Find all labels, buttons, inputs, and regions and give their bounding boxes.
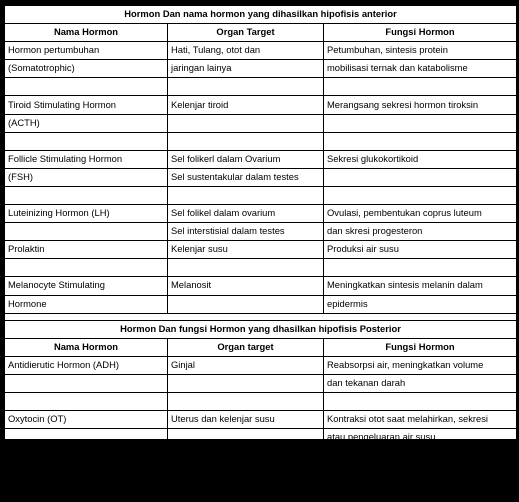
cell-fungsi-hormon[interactable]: Merangsang sekresi hormon tiroksin [324,96,517,114]
cell-fungsi-hormon[interactable]: Ovulasi, pembentukan coprus luteum [324,205,517,223]
table-row [5,277,517,295]
cell-fungsi-hormon[interactable]: epidermis [324,295,517,313]
cell-nama-hormon[interactable] [5,78,168,96]
anterior-section-title[interactable]: Hormon Dan nama hormon yang dihasilkan hipofisis anterior [5,6,517,24]
table-row [5,42,517,60]
table-row [5,205,517,223]
posterior-title-row [5,320,517,338]
cell-organ-target[interactable]: Kelenjar tiroid [168,96,324,114]
cell-organ-target[interactable]: Melanosit [168,277,324,295]
table-row [5,295,517,313]
cell-fungsi-hormon[interactable]: prostat [324,483,517,501]
cell-nama-hormon[interactable] [5,392,168,410]
cell-fungsi-hormon[interactable]: dan skresi progesteron [324,223,517,241]
cell-nama-hormon[interactable]: Follicle Stimulating Hormon [5,150,168,168]
cell-nama-hormon[interactable]: Oxytocin (OT) [5,411,168,429]
cell-organ-target[interactable]: Ginjal [168,356,324,374]
cell-nama-hormon[interactable] [5,223,168,241]
table-row [5,241,517,259]
table-row [5,483,517,501]
spacer-row [5,313,517,320]
column-header-fungsi-hormon[interactable]: Fungsi Hormon [324,338,517,356]
cell-fungsi-hormon[interactable] [324,392,517,410]
table-row [5,60,517,78]
cell-fungsi-hormon[interactable]: Kontraksi otot saat melahirkan, sekresi [324,411,517,429]
table-row [5,356,517,374]
cell-organ-target[interactable]: Kelenjar susu [168,241,324,259]
cell-organ-target[interactable] [168,447,324,465]
cell-nama-hormon[interactable]: Tiroid Stimulating Hormon [5,96,168,114]
cell-fungsi-hormon[interactable]: Meningkatkan sintesis melanin dalam [324,277,517,295]
table-row [5,259,517,277]
cell-organ-target[interactable] [168,132,324,150]
cell-nama-hormon[interactable]: Antidierutic Hormon (ADH) [5,356,168,374]
table-row [5,223,517,241]
cell-fungsi-hormon[interactable]: Sekresi glukokortikoid [324,150,517,168]
cell-organ-target[interactable]: Sel folikel dalam ovarium [168,205,324,223]
cell-nama-hormon[interactable]: Luteinizing Hormon (LH) [5,205,168,223]
anterior-title-row [5,6,517,24]
table-row [5,392,517,410]
cell-organ-target[interactable] [168,259,324,277]
table-row [5,447,517,465]
cell-organ-target[interactable] [168,114,324,132]
table-row [5,150,517,168]
cell-nama-hormon[interactable]: Melanocyte Stimulating [5,277,168,295]
cell-fungsi-hormon[interactable] [324,132,517,150]
table-row [5,96,517,114]
cell-organ-target[interactable] [168,78,324,96]
cell-nama-hormon[interactable] [5,429,168,447]
cell-nama-hormon[interactable] [5,483,168,501]
cell-organ-target[interactable]: jaringan lainya [168,60,324,78]
cell-fungsi-hormon[interactable] [324,78,517,96]
cell-nama-hormon[interactable]: (FSH) [5,168,168,186]
posterior-header-row [5,338,517,356]
cell-nama-hormon[interactable]: Hormon pertumbuhan [5,42,168,60]
table-row [5,411,517,429]
cell-fungsi-hormon[interactable]: atau pengeluaran air susu [324,429,517,447]
cell-nama-hormon[interactable]: (Somatotrophic) [5,60,168,78]
anterior-header-row [5,24,517,42]
table-row [5,114,517,132]
cell-fungsi-hormon[interactable] [324,186,517,204]
table-row [5,78,517,96]
cell-nama-hormon[interactable] [5,186,168,204]
cell-fungsi-hormon[interactable]: mobilisasi ternak dan katabolisme [324,60,517,78]
cell-fungsi-hormon[interactable]: dan tekanan darah [324,374,517,392]
cell-organ-target[interactable]: Duktus deferen dan kelenjar [168,465,324,483]
cell-organ-target[interactable] [168,186,324,204]
spreadsheet-sheet [4,5,516,497]
table-row [5,186,517,204]
cell-fungsi-hormon[interactable]: Reabsorpsi air, meningkatkan volume [324,356,517,374]
posterior-section-title[interactable]: Hormon Dan fungsi Hormon yang dhasilkan hipofisis Posterior [5,320,517,338]
table-row [5,374,517,392]
cell-organ-target[interactable]: Uterus dan kelenjar susu [168,411,324,429]
cell-nama-hormon[interactable] [5,447,168,465]
cell-nama-hormon[interactable]: Prolaktin [5,241,168,259]
hormone-table [4,5,517,502]
column-header-nama-hormon[interactable]: Nama Hormon [5,24,168,42]
cell-organ-target[interactable] [168,429,324,447]
cell-fungsi-hormon[interactable] [324,259,517,277]
spacer-cell[interactable] [5,313,517,320]
cell-organ-target[interactable]: Sel interstisial dalam testes [168,223,324,241]
table-row [5,465,517,483]
cell-fungsi-hormon[interactable]: Petumbuhan, sintesis protein [324,42,517,60]
column-header-fungsi-hormon[interactable]: Fungsi Hormon [324,24,517,42]
cell-organ-target[interactable]: prostat [168,483,324,501]
table-row [5,132,517,150]
cell-organ-target[interactable] [168,392,324,410]
cell-nama-hormon[interactable]: (ACTH) [5,114,168,132]
cell-organ-target[interactable]: Sel sustentakular dalam testes [168,168,324,186]
cell-fungsi-hormon[interactable] [324,114,517,132]
cell-nama-hormon[interactable] [5,132,168,150]
cell-organ-target[interactable] [168,295,324,313]
column-header-organ-target[interactable]: Organ Target [168,24,324,42]
cell-organ-target[interactable]: Hati, Tulang, otot dan [168,42,324,60]
cell-fungsi-hormon[interactable] [324,168,517,186]
cell-organ-target[interactable] [168,374,324,392]
cell-fungsi-hormon[interactable]: Kontraksi duktus deferen dan kelenjar [324,465,517,483]
cell-fungsi-hormon[interactable] [324,447,517,465]
cell-fungsi-hormon[interactable]: Produksi air susu [324,241,517,259]
cell-nama-hormon[interactable] [5,374,168,392]
cell-nama-hormon[interactable] [5,465,168,483]
cell-nama-hormon[interactable]: Hormone [5,295,168,313]
table-row [5,168,517,186]
cell-organ-target[interactable]: Sel folikerl dalam Ovarium [168,150,324,168]
table-row [5,429,517,447]
cell-nama-hormon[interactable] [5,259,168,277]
column-header-nama-hormon[interactable]: Nama Hormon [5,338,168,356]
column-header-organ-target[interactable]: Organ target [168,338,324,356]
